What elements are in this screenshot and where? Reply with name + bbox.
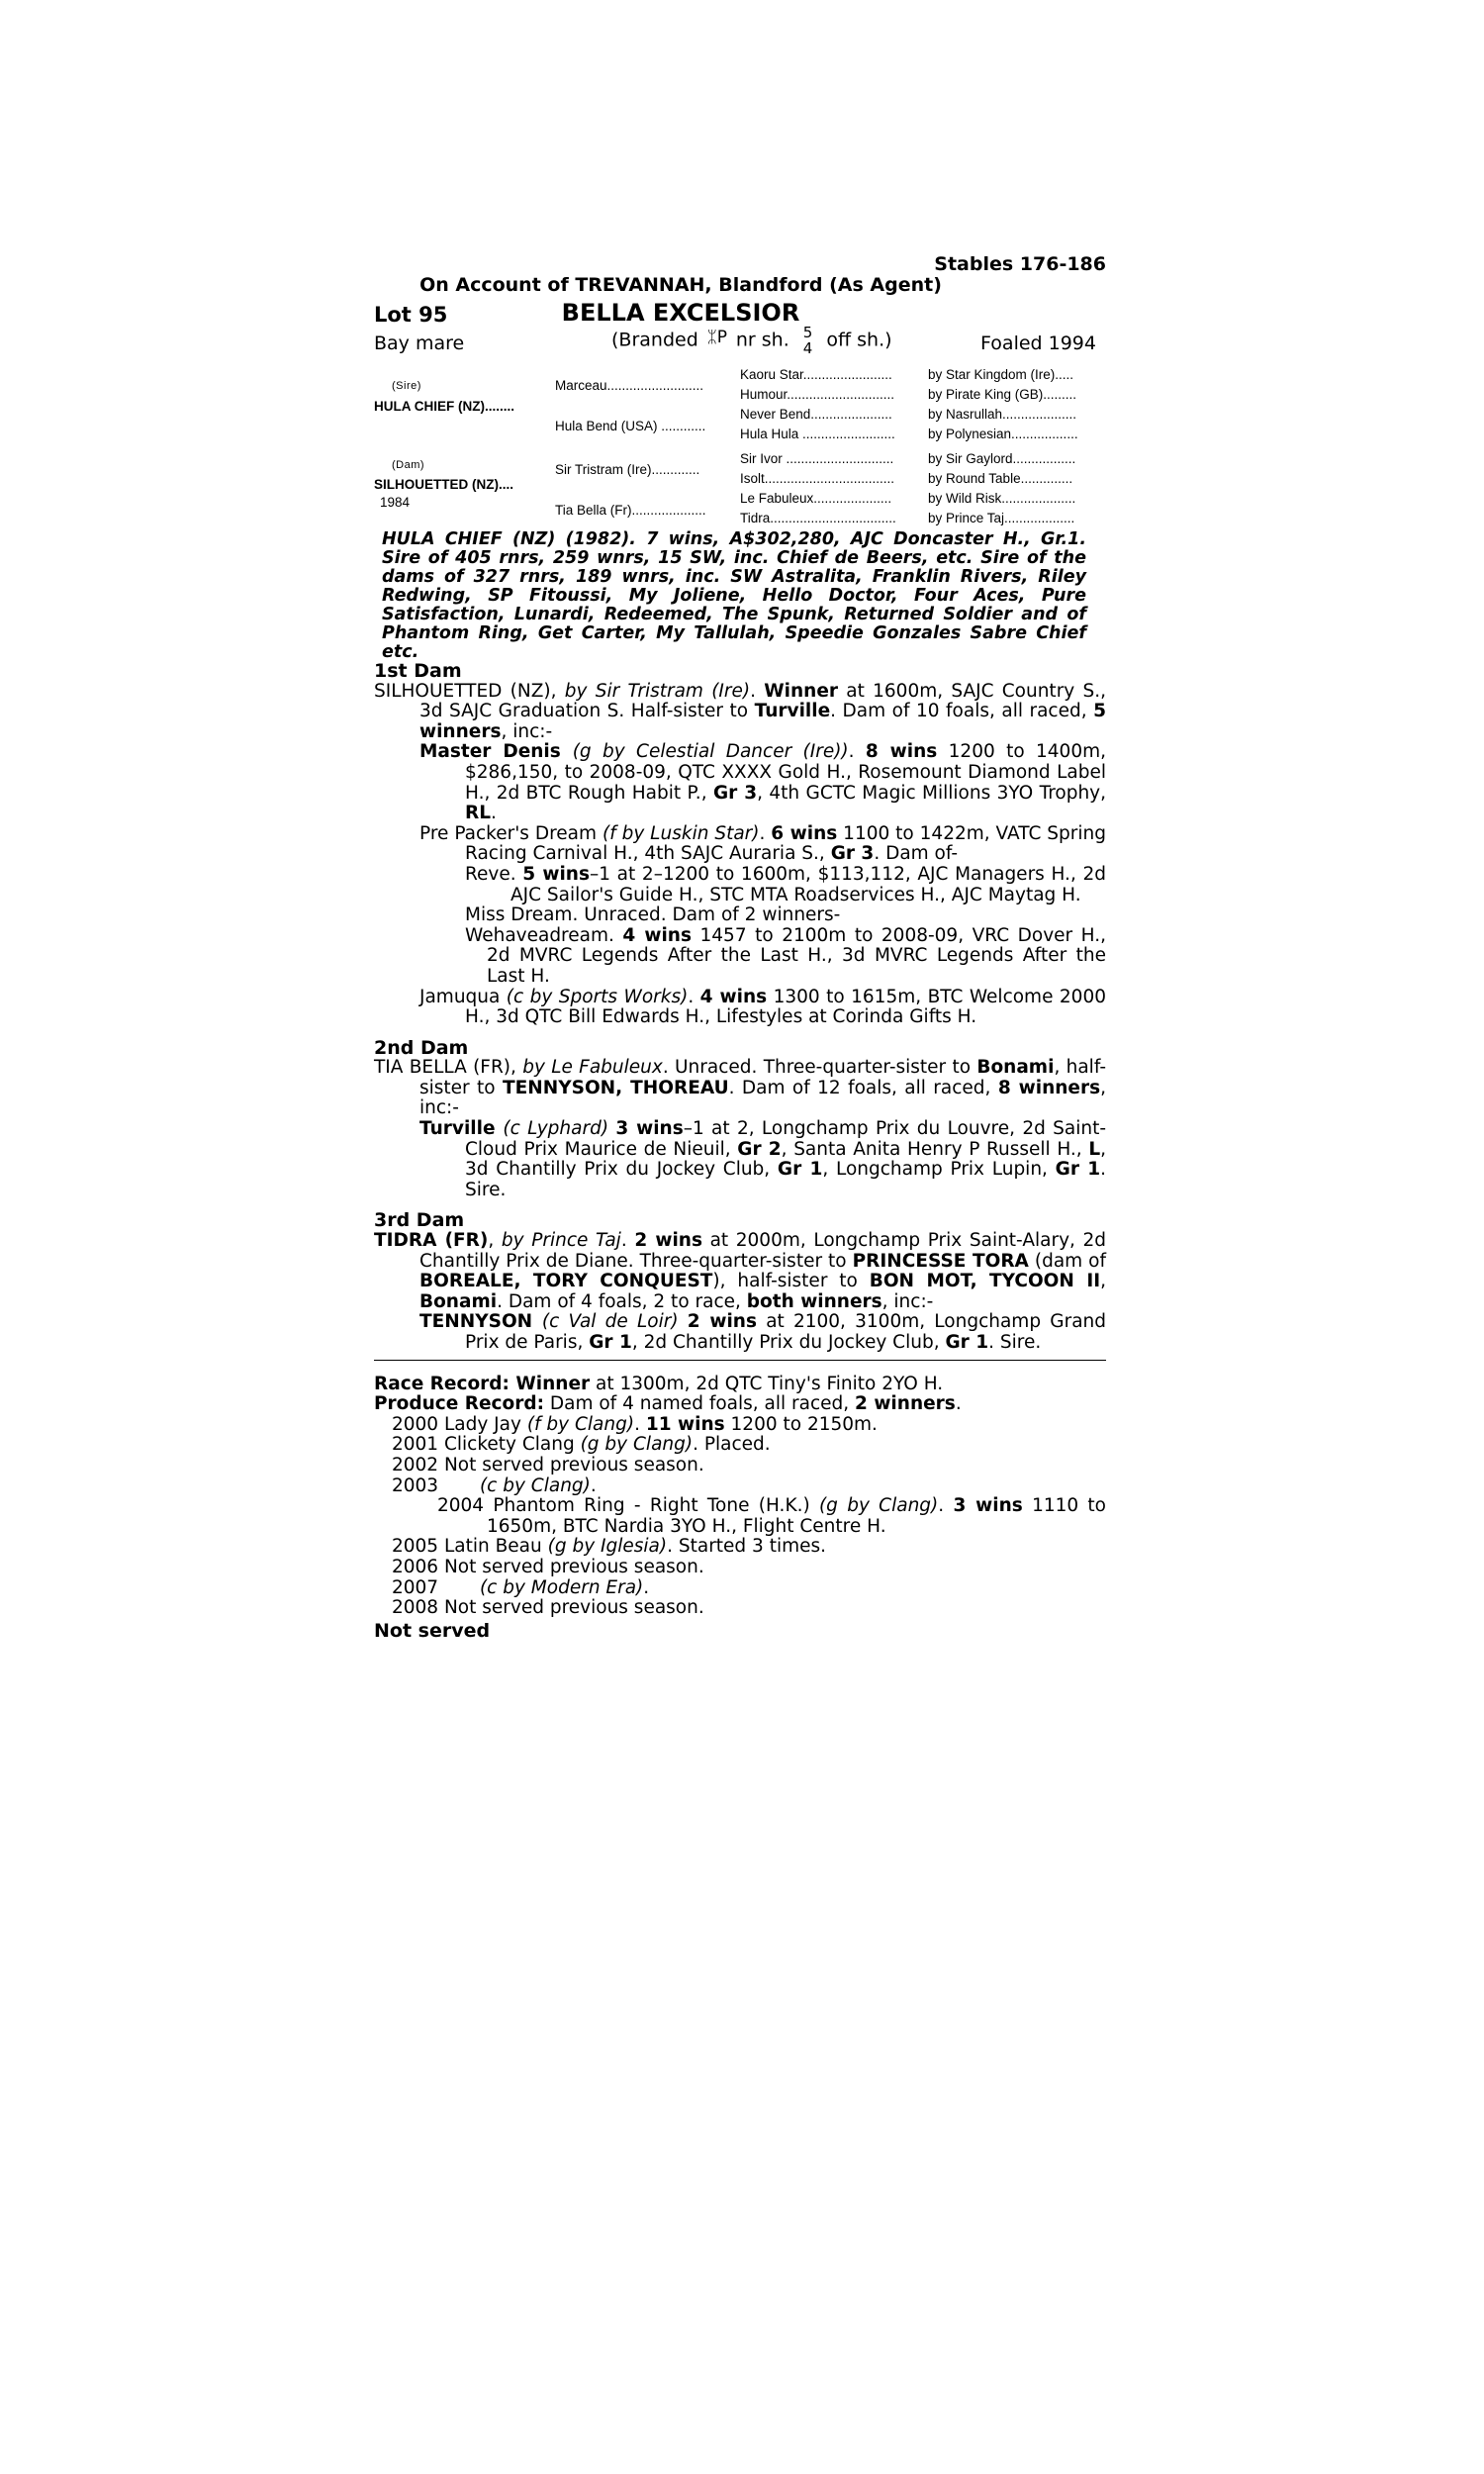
pedigree-g2-4: Tia Bella (Fr).................... (555, 503, 706, 518)
dam-name-text: TIDRA (FR) (374, 1230, 489, 1252)
relative-name: BOREALE, TORY CONQUEST (419, 1271, 713, 1292)
produce-2004 (374, 1496, 1106, 1537)
grade-text: Gr 1 (1055, 1159, 1101, 1181)
dam-name-text: SILHOUETTED (NZ), (374, 680, 565, 702)
produce-year-name: 2001 Clickety Clang (392, 1434, 581, 1456)
progeny-sire: (f by Luskin Star) (602, 822, 760, 844)
sire-label: (Sire) (392, 380, 421, 392)
relative-name: BON MOT, TYCOON II (869, 1271, 1101, 1292)
produce-2006: 2006 Not served previous season. (392, 1556, 704, 1577)
sex-colour: Bay mare (374, 333, 465, 354)
text-run: at 2100, 3100m, Longchamp Grand Prix de Paris, (465, 1311, 1107, 1353)
grade-text: RL (465, 803, 492, 824)
text-run: . (955, 1393, 962, 1415)
progeny-sire: (g by Iglesia) (547, 1536, 668, 1558)
dam-sire-text: by Prince Taj (501, 1230, 621, 1252)
progeny-name: Master Denis (419, 741, 573, 763)
progeny-sire: (c by Modern Era) (479, 1576, 644, 1598)
text-run: at 2000m, Longchamp Prix Saint-Alary, 2d Chantilly Prix de Diane. Three-quarter-sister to (419, 1230, 1107, 1272)
lot-number: Lot 95 (374, 303, 448, 327)
text-run: . Dam of 10 foals, all raced, (830, 701, 1094, 722)
text-run: at 1600m, SAJC Country S., 3d SAJC Graduation S. Half-sister to (419, 680, 1107, 722)
progeny-sire: (f by Clang) (526, 1413, 635, 1435)
dam-name: SILHOUETTED (NZ).... (374, 477, 513, 492)
progeny-name: Pre Packer's Dream (419, 822, 603, 844)
winners-count: 2 winners (855, 1393, 956, 1415)
pedigree-g3-5: Sir Ivor ............................. (740, 451, 894, 466)
text-run: . (848, 741, 866, 763)
text-run: . Dam of- (874, 843, 959, 865)
section-divider (374, 1360, 1106, 1361)
stables: Stables 176-186 (934, 253, 1106, 275)
branded-mid: nr sh. (735, 329, 789, 351)
text-run: ), half-sister to (712, 1271, 870, 1292)
winners-count: 8 winners (997, 1077, 1101, 1098)
text-run: . (750, 680, 765, 702)
text-run: , inc:- (419, 1077, 1106, 1119)
wins-text: Winner (764, 680, 839, 702)
wins-text: Winner (515, 1373, 591, 1394)
brand-frac-top: 5 (802, 324, 813, 341)
grade-text: Gr 1 (777, 1159, 823, 1181)
pedigree-g2-2: Hula Bend (USA) ............ (555, 419, 706, 433)
grade-text: Gr 3 (830, 843, 875, 865)
produce-record-label: Produce Record: (374, 1393, 544, 1415)
second-dam-heading: 2nd Dam (374, 1036, 469, 1059)
produce-record (374, 1394, 1106, 1415)
wins-text: 4 wins (622, 924, 692, 946)
pedigree-g4-1: by Star Kingdom (Ire)..... (928, 367, 1074, 382)
pedigree-g3-7: Le Fabuleux..................... (740, 491, 892, 506)
produce-2005 (374, 1537, 1106, 1558)
text-run: , (488, 1230, 502, 1252)
winners-count: both winners (746, 1290, 882, 1312)
text-run: . (938, 1495, 954, 1517)
wins-text: 2 wins (634, 1230, 702, 1252)
pedigree-g3-8: Tidra.................................. (740, 511, 896, 525)
text-run: , inc:- (881, 1290, 934, 1312)
text-run: 1200 to 2150m. (724, 1413, 878, 1435)
grade-text: Gr 1 (945, 1332, 989, 1353)
produce-year-name: 2003 (392, 1475, 444, 1496)
pedigree-g3-6: Isolt................................... (740, 471, 895, 486)
pedigree-g4-4: by Polynesian.................. (928, 427, 1078, 441)
wins-text: 6 wins (771, 822, 838, 844)
text-run: 1100 to 1422m, VATC Spring Racing Carnival H., 4th SAJC Auraria S., (465, 822, 1106, 865)
progeny-name: Reve. (465, 863, 523, 885)
produce-2001 (374, 1435, 1106, 1456)
progeny-name: Jamuqua (419, 986, 507, 1007)
wins-text: 4 wins (699, 986, 768, 1007)
text-run: . Dam of 12 foals, all raced, (728, 1077, 998, 1098)
pedigree-g4-5: by Sir Gaylord................. (928, 451, 1076, 466)
catalogue-body (374, 657, 1106, 1641)
produce-2002: 2002 Not served previous season. (392, 1454, 704, 1475)
text-run: –1 at 2, Longchamp Prix du Louvre, 2d Saint-Cloud Prix Maurice de Nieuil, (465, 1118, 1107, 1160)
progeny-sire: (c by Sports Works) (506, 986, 689, 1007)
third-dam-heading: 3rd Dam (374, 1209, 465, 1232)
produce-year-name: 2004 Phantom Ring - Right Tone (H.K.) (437, 1495, 819, 1517)
grand-progeny-entry (374, 905, 1106, 926)
progeny-sire: (g by Clang) (580, 1434, 694, 1456)
text-run: , 2d Chantilly Prix du Jockey Club, (631, 1332, 946, 1353)
text-run: at 1300m, 2d QTC Tiny's Finito 2YO H. (590, 1373, 944, 1394)
dam-foaled: 1984 (380, 495, 411, 510)
dam-sire-text: by Le Fabuleux (522, 1057, 663, 1079)
brand-fraction (803, 325, 813, 356)
branded-suffix: off sh.) (826, 329, 892, 351)
text-run: . (759, 822, 772, 844)
text-run: , inc:- (501, 720, 553, 742)
progeny-sire: (c by Clang) (479, 1475, 591, 1496)
vendor-account: On Account of TREVANNAH, Blandford (As Agent) (419, 274, 942, 296)
dam-name-text: TIA BELLA (FR), (374, 1057, 523, 1079)
produce-year-name: 2000 Lady Jay (392, 1413, 527, 1435)
second-dam-entry (374, 1058, 1106, 1119)
text-run: –1 at 2–1200 to 1600m, $113,112, AJC Managers H., 2d AJC Sailor's Guide H., STC MTA Roadservices H., AJC Maytag H. (510, 863, 1106, 905)
progeny-sire: (c Val de Loir) (541, 1311, 679, 1333)
text-run: . (491, 803, 497, 824)
progeny-sire: (c Lyphard) (503, 1118, 609, 1140)
progeny-entry (374, 988, 1106, 1028)
pedigree-g3-2: Humour............................. (740, 387, 895, 402)
text-run: . Sire. (465, 1159, 1107, 1200)
wins-text: 5 wins (522, 863, 590, 885)
relative-name: Bonami (419, 1290, 498, 1312)
progeny-name: Miss Dream. Unraced. Dam of 2 winners- (465, 904, 841, 926)
produce-2000 (374, 1415, 1106, 1436)
sire-summary: HULA CHIEF (NZ) (1982). 7 wins, A$302,280, AJC Doncaster H., Gr.1. Sire of 405 rnrs, 259 wnrs, 15 SW, inc. Chief de Beers, etc. Sire of the dams of 327 rnrs, 189 wnrs, inc. SW Astralita, Franklin Rivers, Riley Redwing, SP Fitoussi, My Joliene, Hello Doctor, Four Aces, Pure Satisfaction, Lunardi, Redeemed, The Spunk, Returned Soldier and of Phantom Ring, Get Carter, My Tallulah, Speedie Gonzales Sabre Chief etc. (382, 529, 1086, 662)
text-run: (dam of (1028, 1250, 1106, 1272)
text-run: 1300 to 1615m, BTC Welcome 2000 H., 3d QTC Bill Edwards H., Lifestyles at Corinda Gifts H. (465, 986, 1106, 1028)
service-status: Not served (374, 1619, 491, 1642)
race-record (374, 1375, 1106, 1395)
winners-count: 5 winners (419, 701, 1106, 742)
pedigree-g4-7: by Wild Risk.................... (928, 491, 1076, 506)
grand-progeny-entry (374, 865, 1106, 905)
race-record-label: Race Record: (374, 1373, 516, 1394)
first-dam-heading: 1st Dam (374, 660, 462, 682)
progeny-entry (374, 1312, 1106, 1353)
pedigree-g2-3: Sir Tristram (Ire)............. (555, 462, 700, 477)
progeny-sire: (g by Celestial Dancer (Ire)) (572, 741, 849, 763)
pedigree-g3-3: Never Bend...................... (740, 407, 892, 422)
text-run: , Longchamp Prix Lupin, (822, 1159, 1056, 1181)
pedigree-g4-2: by Pirate King (GB)......... (928, 387, 1077, 402)
relative-name: PRINCESSE TORA (852, 1250, 1029, 1272)
wins-text: 2 wins (687, 1311, 757, 1333)
brand-description (611, 325, 892, 356)
pedigree-g4-8: by Prince Taj................... (928, 511, 1075, 525)
brand-frac-bottom: 4 (802, 339, 813, 357)
brand-icon: ᛯP (706, 327, 728, 347)
foaled-year: Foaled 1994 (980, 333, 1096, 354)
produce-year-name: 2007 (392, 1576, 444, 1598)
grade-text: L (1088, 1138, 1101, 1160)
grade-text: Gr 1 (589, 1332, 632, 1353)
text-run: . Started 3 times. (667, 1536, 827, 1558)
progeny-entry (374, 824, 1106, 865)
progeny-name: Wehaveadream. (465, 924, 623, 946)
branded-prefix: (Branded (611, 329, 698, 351)
relative-name: TENNYSON, THOREAU (503, 1077, 729, 1098)
great-grand-progeny-entry (374, 926, 1106, 988)
grade-text: Gr 2 (737, 1138, 782, 1160)
sire-name: HULA CHIEF (NZ)........ (374, 399, 514, 414)
horse-name: BELLA EXCELSIOR (561, 299, 800, 327)
text-run: . (590, 1475, 597, 1496)
produce-2007 (374, 1578, 1106, 1599)
text-run: , 4th GCTC Magic Millions 3YO Trophy, (757, 782, 1107, 804)
pedigree-g4-6: by Round Table.............. (928, 471, 1073, 486)
text-run: . Dam of 4 foals, 2 to race, (497, 1290, 747, 1312)
progeny-entry (374, 742, 1106, 823)
text-run: 1200 to 1400m, $286,150, to 2008-09, QTC XXXX Gold H., Rosemount Diamond Label H., 2d BTC Rough Habit P., (465, 741, 1106, 804)
text-run: , Santa Anita Henry P Russell H., (781, 1138, 1089, 1160)
text-run: Dam of 4 named foals, all raced, (544, 1393, 856, 1415)
grade-text: Gr 3 (712, 782, 758, 804)
text-run: 1110 to 1650m, BTC Nardia 3YO H., Flight Centre H. (487, 1495, 1107, 1537)
first-dam-entry (374, 682, 1106, 743)
progeny-name: TENNYSON (419, 1311, 542, 1333)
pedigree-g3-1: Kaoru Star........................ (740, 367, 892, 382)
relative-name: Bonami (976, 1057, 1055, 1079)
text-run: . Placed. (693, 1434, 771, 1456)
progeny-sire: (g by Clang) (818, 1495, 939, 1517)
text-run: . (620, 1230, 635, 1252)
wins-text: 8 wins (865, 741, 938, 763)
produce-2008: 2008 Not served previous season. (392, 1597, 704, 1619)
text-run: 1457 to 2100m to 2008-09, VRC Dover H., 2d MVRC Legends After the Last H., 3d MVRC Legends After the Last H. (487, 924, 1107, 987)
text-run: . Sire. (988, 1332, 1042, 1353)
pedigree-g4-3: by Nasrullah.................... (928, 407, 1077, 422)
relative-name: Turville (754, 701, 831, 722)
wins-text: 3 wins (615, 1118, 684, 1140)
pedigree-g3-4: Hula Hula ......................... (740, 427, 895, 441)
text-run: , (1100, 1271, 1106, 1292)
progeny-name: Turville (419, 1118, 504, 1140)
third-dam-entry (374, 1231, 1106, 1312)
text-run: . (688, 986, 700, 1007)
text-run: . Unraced. Three-quarter-sister to (662, 1057, 977, 1079)
dam-sire-text: by Sir Tristram (Ire) (564, 680, 751, 702)
produce-year-name: 2005 Latin Beau (392, 1536, 548, 1558)
text-run: . (634, 1413, 646, 1435)
text-run (679, 1311, 688, 1332)
wins-text: 3 wins (953, 1495, 1023, 1517)
text-run: . (643, 1576, 650, 1598)
produce-2003 (374, 1476, 1106, 1497)
dam-label: (Dam) (392, 459, 425, 471)
pedigree-g2-1: Marceau.......................... (555, 378, 704, 393)
pedigree-table (374, 364, 1106, 530)
text-run: , half-sister to (419, 1057, 1106, 1098)
progeny-entry (374, 1119, 1106, 1200)
text-run: , 3d Chantilly Prix du Jockey Club, (465, 1138, 1106, 1181)
wins-text: 11 wins (645, 1413, 725, 1435)
